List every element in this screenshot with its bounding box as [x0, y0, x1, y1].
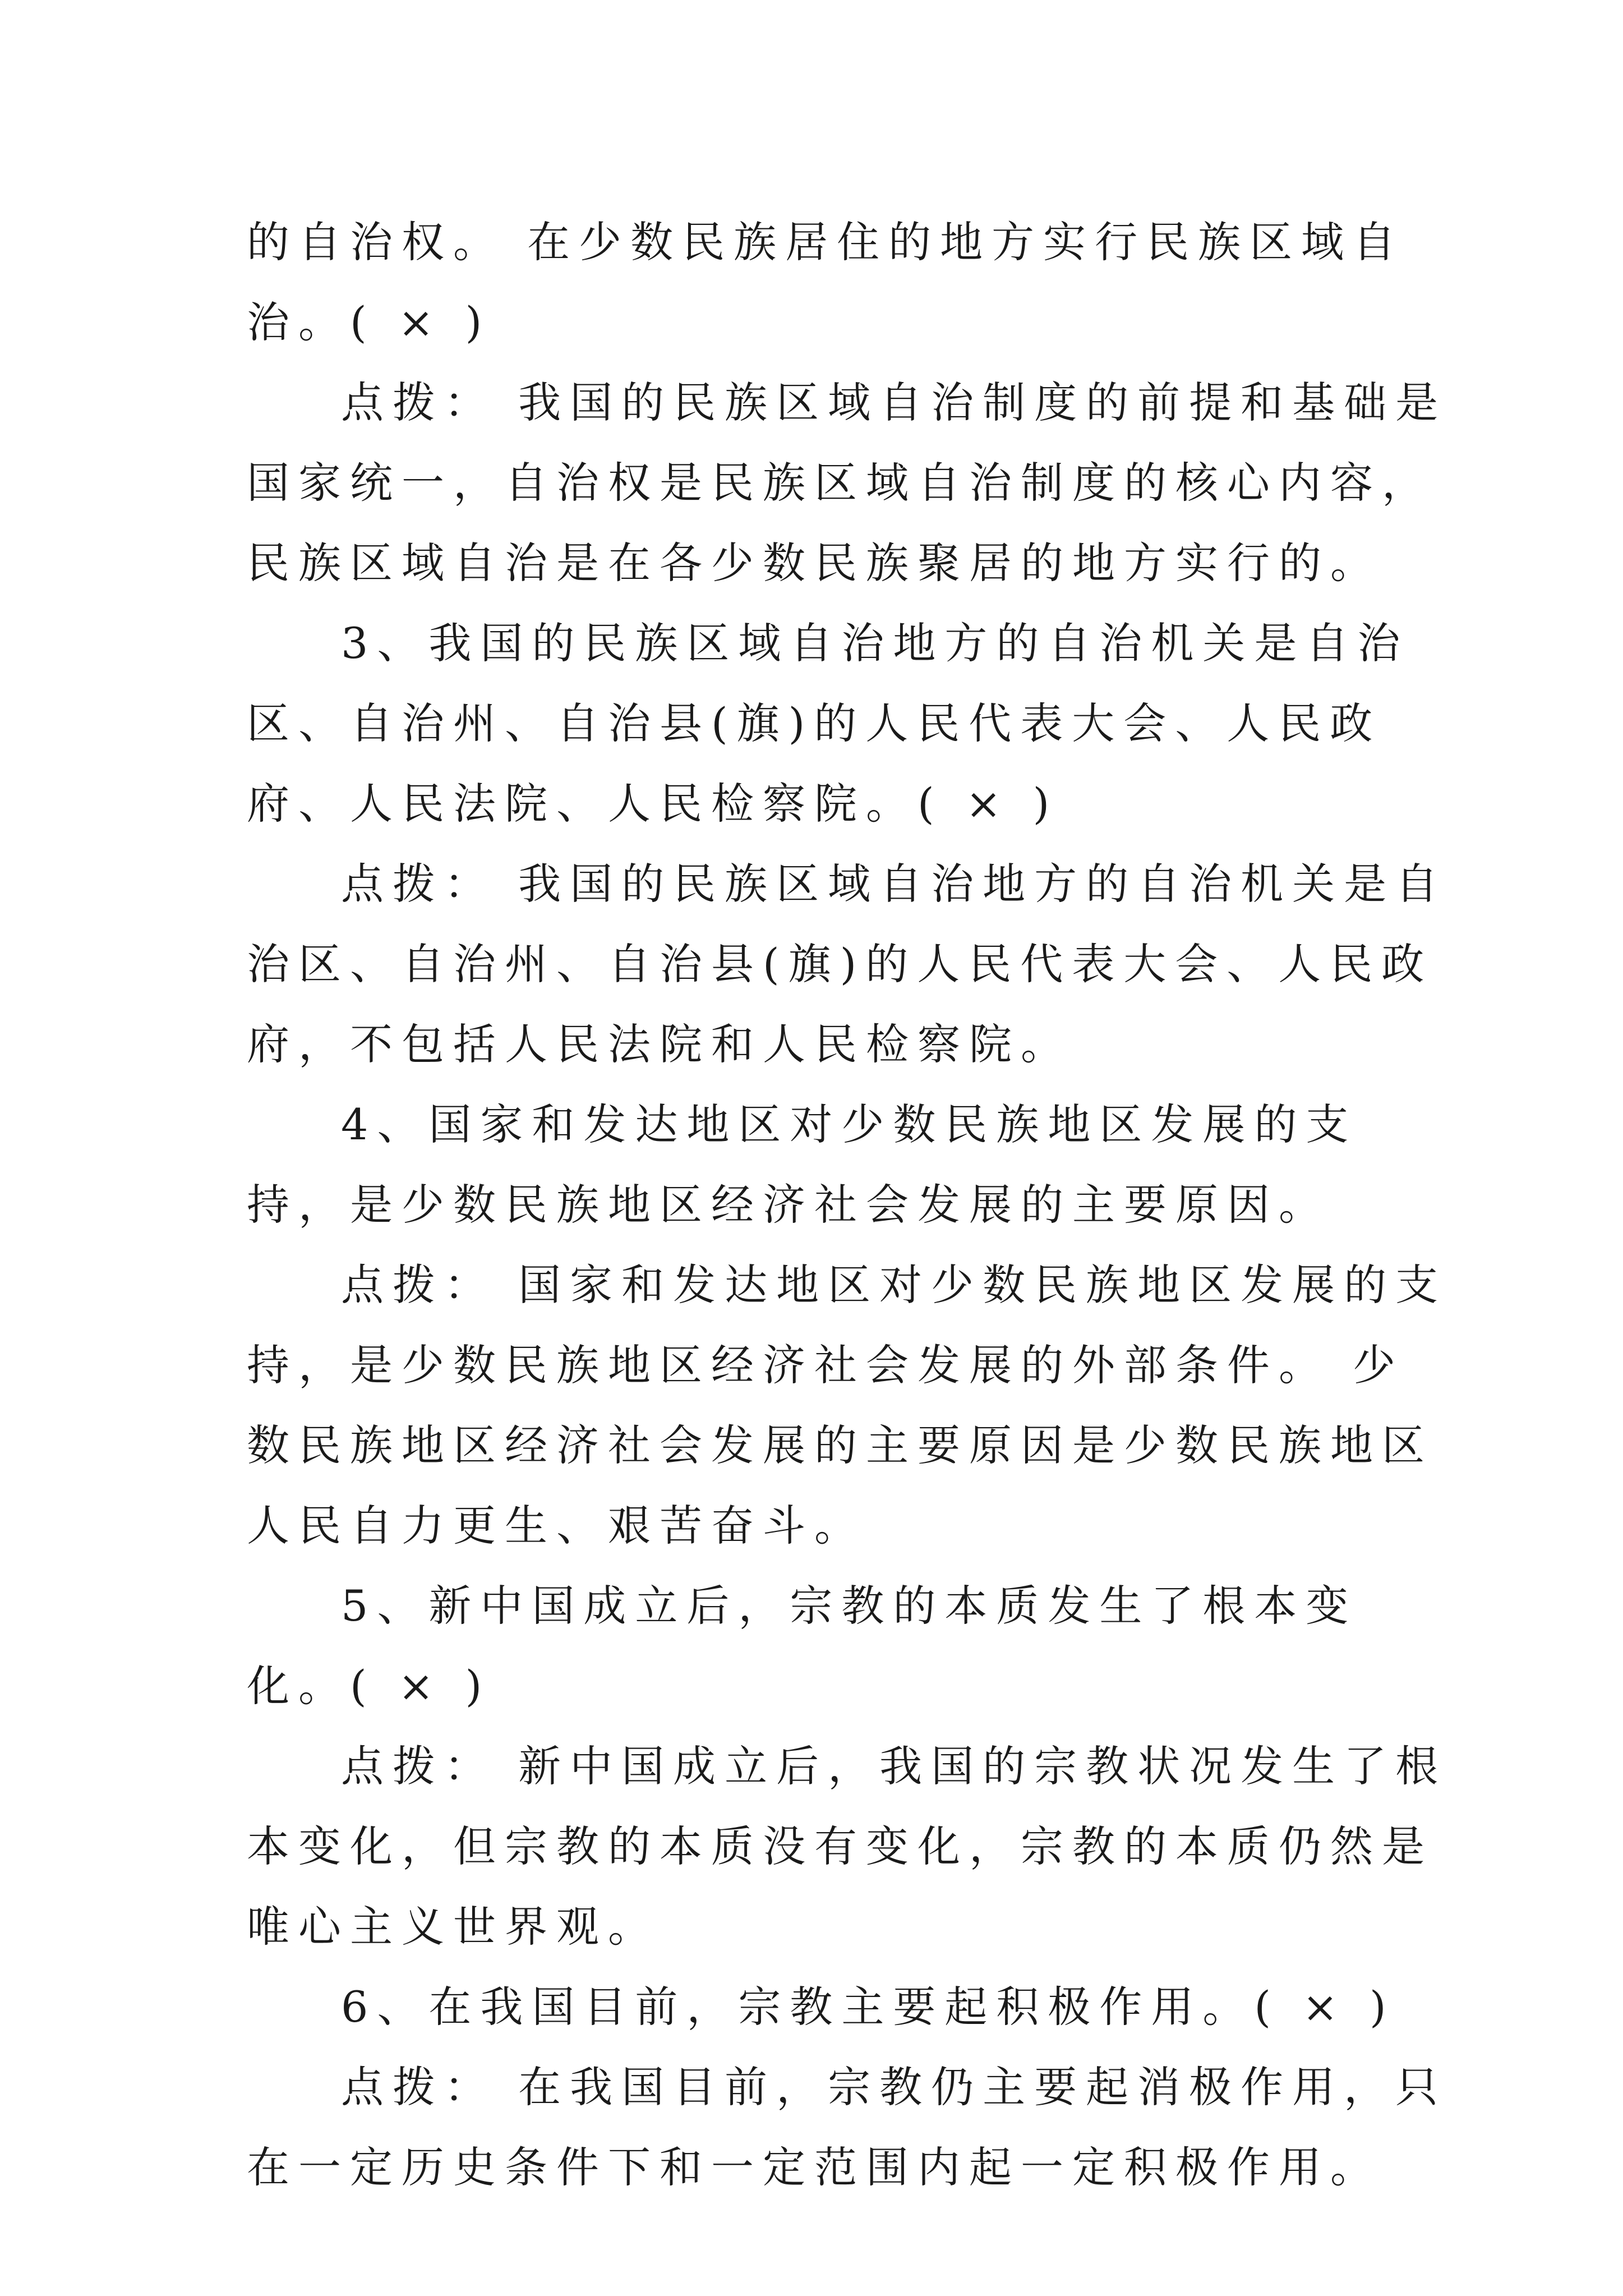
paragraph-9: 6、在我国目前，宗教主要起积极作用。( × ) — [341, 1982, 1395, 2032]
paragraph-4: 点拨： 我国的民族区域自治地方的自治机关是自治区、自治州、自治县(旗)的人民代表大会、人民政府，不包括人民法院和人民检察院。 — [247, 859, 1447, 1069]
document-body — [247, 202, 1453, 2207]
paragraph-7: 5、新中国成立后，宗教的本质发生了根本变化。( × ) — [247, 1581, 1358, 1711]
paragraph-5: 4、国家和发达地区对少数民族地区发展的支持，是少数民族地区经济社会发展的主要原因。 — [247, 1099, 1358, 1230]
paragraph-6: 点拨： 国家和发达地区对少数民族地区发展的支持，是少数民族地区经济社会发展的外部条件。 少数民族地区经济社会发展的主要原因是少数民族地区人民自力更生、艰苦奋斗。 — [247, 1260, 1447, 1550]
paragraph-1: 的自治权。 在少数民族居住的地方实行民族区域自治。( × ) — [247, 217, 1405, 347]
paragraph-10: 点拨： 在我国目前，宗教仍主要起消极作用，只在一定历史条件下和一定范围内起一定积极作用。 — [247, 2062, 1447, 2192]
paragraph-3: 3、我国的民族区域自治地方的自治机关是自治区、自治州、自治县(旗)的人民代表大会、人民政府、人民法院、人民检察院。( × ) — [247, 618, 1409, 829]
paragraph-8: 点拨： 新中国成立后，我国的宗教状况发生了根本变化，但宗教的本质没有变化，宗教的本质仍然是唯心主义世界观。 — [247, 1741, 1447, 1952]
paragraph-2: 点拨： 我国的民族区域自治制度的前提和基础是国家统一，自治权是民族区域自治制度的核心内容，民族区域自治是在各少数民族聚居的地方实行的。 — [247, 378, 1447, 588]
